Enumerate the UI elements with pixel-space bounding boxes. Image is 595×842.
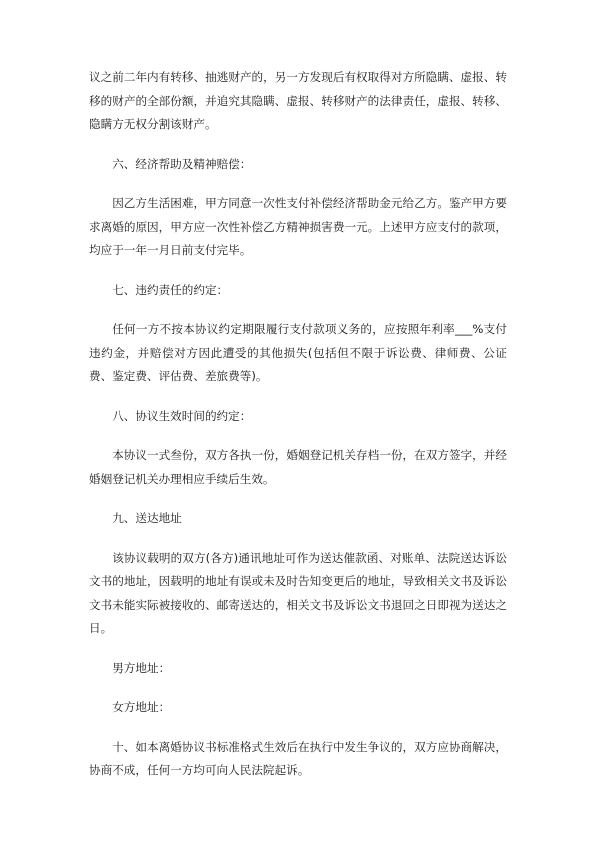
female-address-label: 女方地址： bbox=[112, 700, 171, 714]
male-address-label: 男方地址： bbox=[112, 660, 171, 675]
section-heading-service-address: 九、送达地址 bbox=[112, 511, 182, 525]
paragraph-service-address: 该协议载明的双方(各方)通讯地址可作为送达催款函、对账单、法院送达诉讼文书的地址，因载明的地址有误或未及时告知变更后的地址，导致相关文书及诉讼文书未能实际被接收的、邮寄送达的，相关文书及诉讼文书退回之日即视为送达之日。 bbox=[89, 550, 507, 635]
paragraph-effective-time: 本协议一式叁份，双方各执一份，婚姻登记机关存档一份，在双方签字，并经婚姻登记机关办理相应手续后生效。 bbox=[89, 448, 507, 486]
section-heading-effective-time: 八、协议生效时间的约定： bbox=[112, 408, 252, 423]
section-heading-breach: 七、违约责任的约定： bbox=[112, 282, 229, 297]
paragraph-breach: 任何一方不按本协议约定期限履行支付款项义务的，应按照年利率___%支付违约金，并赔偿对方因此遭受的其他损失(包括但不限于诉讼费、律师费、公证费、鉴定费、评估费、差旅费等)。 bbox=[89, 322, 507, 383]
paragraph-economic-help: 因乙方生活困难，甲方同意一次性支付补偿经济帮助金元给乙方。鉴产甲方要求离婚的原因，甲方应一次性补偿乙方精神损害费一元。上述甲方应支付的款项，均应于一年一月日前支付完毕。 bbox=[89, 196, 507, 257]
section-heading-economic-help: 六、经济帮助及精神赔偿： bbox=[112, 156, 252, 171]
paragraph-property-transfer: 议之前二年内有转移、抽逃财产的，另一方发现后有权取得对方所隐瞒、虚报、转移的财产的全部份额，并追究其隐瞒、虚报、转移财产的法律责任，虚报、转移、隐瞒方无权分割该财产。 bbox=[89, 70, 507, 131]
document-body bbox=[89, 66, 507, 799]
paragraph-dispute: 十、如本离婚协议书标准格式生效后在执行中发生争议的，双方应协商解决，协商不成，任何一方均可向人民法院起诉。 bbox=[89, 739, 507, 777]
